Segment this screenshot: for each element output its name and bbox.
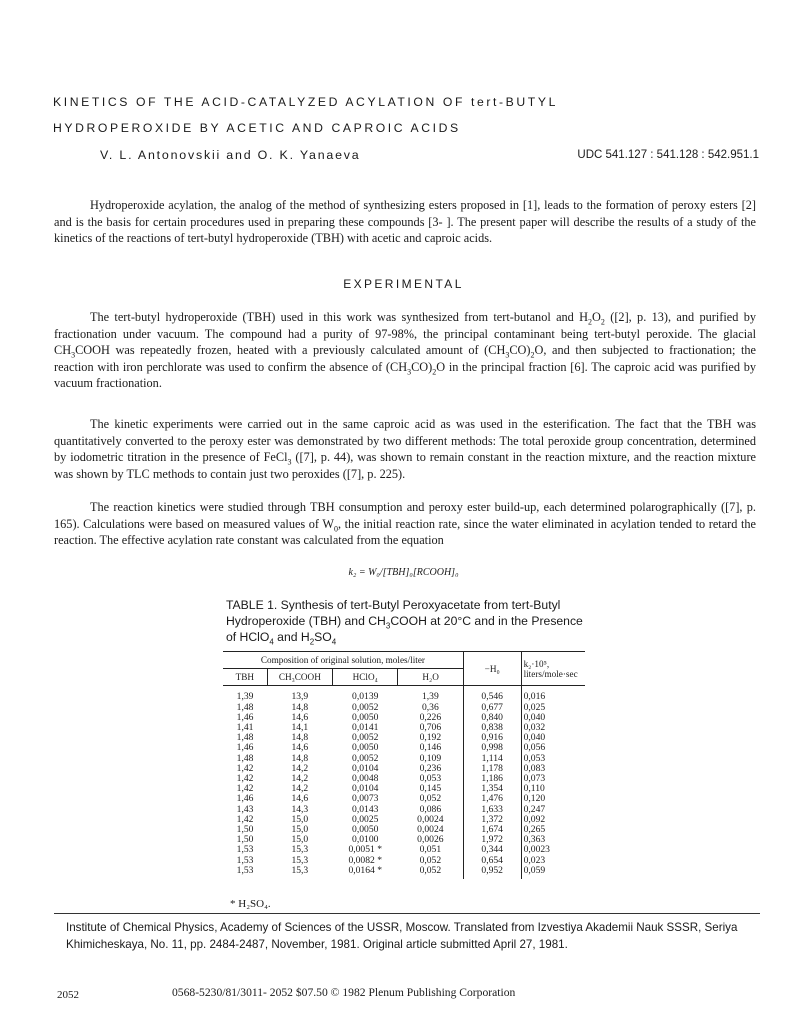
- table-cell: 0,952: [463, 866, 521, 879]
- table-cell: 1,476: [463, 794, 521, 804]
- column-header-h2o: H₂O: [398, 669, 463, 686]
- table-cell: 0,0082 *: [348, 854, 383, 866]
- table-cell: 14,2: [291, 773, 309, 785]
- table-cell: 1,46: [236, 711, 254, 723]
- table-cell: 15,0: [291, 813, 309, 825]
- table-cell: 1,39: [236, 691, 254, 703]
- table-cell: 0,145: [419, 783, 442, 795]
- udc-code: UDC 541.127 : 541.128 : 542.951.1: [577, 149, 759, 161]
- table-cell: 14,6: [291, 793, 309, 805]
- table-cell: 1,42: [236, 762, 254, 774]
- table-cell: 0,0048: [352, 773, 379, 785]
- table-cell: 0,0024: [417, 813, 444, 825]
- table-cell: 0,092: [521, 815, 585, 825]
- rate-constant-equation: k₂ = W₀/[TBH]₀[RCOOH]₀: [348, 567, 459, 578]
- table-cell: 15,3: [291, 854, 309, 866]
- table-cell: 0,040: [521, 733, 585, 743]
- table-cell: 0,0100: [352, 834, 379, 846]
- column-header-hclo4: HClO₄: [333, 669, 398, 686]
- table-cell: 0,654: [463, 856, 521, 866]
- table-cell: 0,052: [419, 864, 442, 876]
- table-cell: 1,48: [236, 701, 254, 713]
- table-cell: 0,0104: [352, 783, 379, 795]
- table-cell: 0,236: [419, 762, 442, 774]
- table-cell: 0,0026: [417, 834, 444, 846]
- publisher-line: 0568-5230/81/3011- 2052 $07.50 © 1982 Plenum Publishing Corporation: [172, 986, 516, 999]
- table-caption: TABLE 1. Synthesis of tert-Butyl Peroxyacetate from tert-Butyl Hydroperoxide (TBH) and $CH_3COOH$ at 20°C and in the Presence of HClO$_4$ and $H_2SO_4$: [226, 598, 583, 647]
- table-cell: 0,0051 *: [348, 844, 383, 856]
- table-cell: 1,48: [236, 752, 254, 764]
- table-cell: 0,0023: [521, 845, 585, 855]
- table-cell: 1,372: [463, 815, 521, 825]
- column-header-ch3cooh: CH₃COOH: [267, 669, 332, 686]
- table-cell: 0,051: [419, 844, 442, 856]
- table-cell: 14,2: [291, 783, 309, 795]
- table-cell: 0,840: [463, 713, 521, 723]
- table-cell: 0,344: [463, 845, 521, 855]
- table-group-header: Composition of original solution, moles/liter: [223, 652, 463, 669]
- column-header-k2: k₂·10⁵, liters/mole·sec: [521, 652, 585, 686]
- table-cell: 0,053: [419, 773, 442, 785]
- table-cell: 0,040: [521, 713, 585, 723]
- experimental-paragraph-1: The tert-butyl hydroperoxide (TBH) used in this work was synthesized from tert-butanol and $H_2O_2$ ([2], p. 13), and purified by fractionation under vacuum. The compound had a purity of 97-98%, the principal contaminant being tert-butyl peroxide. The glacial $CH_3COOH$ was repeatedly frozen, heated with a previously calculated amount of $(CH_3CO)_2O$, and then subjected to fractionation; the reaction with iron perchlorate was used to confirm the absence of $(CH_3CO)_2O$ in the principal fraction [6]. The caproic acid was purified by vacuum fractionation.: [54, 310, 756, 390]
- table-cell: 15,0: [291, 824, 309, 836]
- table-cell: 1,42: [236, 783, 254, 795]
- table-cell: 15,3: [291, 844, 309, 856]
- table-cell: 1,50: [236, 824, 254, 836]
- table-cell: 1,972: [463, 835, 521, 845]
- section-heading-experimental: EXPERIMENTAL: [343, 277, 464, 291]
- table-cell: 1,186: [463, 774, 521, 784]
- table-cell: 0,146: [419, 742, 442, 754]
- table-cell: 0,706: [419, 722, 442, 734]
- table-cell: 1,41: [236, 722, 254, 734]
- table-cell: 0,192: [419, 732, 442, 744]
- table-cell: 1,46: [236, 742, 254, 754]
- table-cell: 0,110: [521, 784, 585, 794]
- experimental-paragraph-2: The kinetic experiments were carried out in the same caproic acid as was used in the esterification. The fact that the TBH was quantitatively converted to the peroxy ester was demonstrated by two different methods: The total peroxide group concentration, determined by iodometric titration in the presence of FeCl$_3$ ([7], p. 44), was shown to remain constant in the reaction mixture, and the reaction mixture was shown by TLC methods to contain just two peroxides ([7], p. 225).: [54, 417, 757, 481]
- table-cell: 0,083: [521, 764, 585, 774]
- table-cell: 0,032: [521, 723, 585, 733]
- table-cell: 0,677: [463, 703, 521, 713]
- table-cell: 0,016: [521, 686, 585, 703]
- table-cell: 1,46: [236, 793, 254, 805]
- table-cell: 0,073: [521, 774, 585, 784]
- table-cell: 14,6: [291, 742, 309, 754]
- footer-divider: [54, 913, 760, 914]
- table-cell: 0,0104: [352, 762, 379, 774]
- table-cell: 1,50: [236, 834, 254, 846]
- table-cell: 15,3: [291, 864, 309, 876]
- table-row: [223, 686, 585, 703]
- table-cell: 1,53: [236, 854, 254, 866]
- table-cell: 0,059: [521, 866, 585, 879]
- table-cell: 1,354: [463, 784, 521, 794]
- table-cell: 0,0050: [352, 824, 379, 836]
- table-cell: 0,0143: [352, 803, 379, 815]
- experimental-paragraph-3: The reaction kinetics were studied through TBH consumption and peroxy ester build-up, each determined polarographically ([7], p. 165). Calculations were based on measured values of $W_0$, the initial reaction rate, since the water eliminated in acylation tended to retard the reaction. The effective acylation rate constant was calculated from the equation: [54, 500, 756, 547]
- table-cell: 0,086: [419, 803, 442, 815]
- table-cell: 1,633: [463, 805, 521, 815]
- table-cell: 14,3: [291, 803, 309, 815]
- table-cell: 0,363: [521, 835, 585, 845]
- intro-paragraph: Hydroperoxide acylation, the analog of the method of synthesizing esters proposed in [1], leads to the formation of peroxy esters [2] and is the basis for certain procedures used in preparing these compounds [3- ]. The present paper will describe the results of a study of the kinetics of the reactions of tert-butyl hydroperoxide (TBH) with acetic and caproic acids.: [54, 198, 756, 245]
- table-cell: 0,916: [463, 733, 521, 743]
- authors: V. L. Antonovskii and O. K. Yanaeva: [100, 148, 361, 162]
- table-cell: 0,0164 *: [348, 864, 383, 876]
- page-number: 2052: [57, 989, 79, 1001]
- table-cell: 0,0052: [352, 752, 379, 764]
- table-cell: 1,53: [236, 844, 254, 856]
- column-header-tbh: TBH: [235, 672, 254, 683]
- table-cell: 1,53: [236, 864, 254, 876]
- table-cell: 0,052: [419, 854, 442, 866]
- table-footnote: * H₂SO₄.: [230, 898, 271, 910]
- table-cell: 0,120: [521, 794, 585, 804]
- table-cell: 1,114: [463, 754, 521, 764]
- table-cell: 1,42: [236, 773, 254, 785]
- institution-note: Institute of Chemical Physics, Academy of Sciences of the USSR, Moscow. Translated from Izvestiya Akademii Nauk SSSR, Seriya Khimicheskaya, No. 11, pp. 2484-2487, November, 1981. Original article submitted April 27, 1981.: [66, 921, 738, 951]
- data-table: [223, 651, 585, 879]
- table-cell: 1,178: [463, 764, 521, 774]
- table-cell: 0,838: [463, 723, 521, 733]
- title-line-2: HYDROPEROXIDE BY ACETIC AND CAPROIC ACIDS: [53, 121, 461, 135]
- table-cell: 0,025: [521, 703, 585, 713]
- table-cell: 0,023: [521, 856, 585, 866]
- table-body: [223, 686, 585, 879]
- table-cell: 14,1: [291, 722, 309, 734]
- table-cell: 0,0052: [352, 732, 379, 744]
- table-cell: 0,056: [521, 743, 585, 753]
- table-cell: 0,226: [419, 711, 442, 723]
- table-cell: 0,546: [463, 686, 521, 703]
- table-cell: 0,0052: [352, 701, 379, 713]
- table-cell: 1,42: [236, 813, 254, 825]
- table-cell: 14,2: [291, 762, 309, 774]
- table-row: [223, 866, 585, 879]
- table-cell: 0,052: [419, 793, 442, 805]
- table-cell: 1,43: [236, 803, 254, 815]
- table-cell: 13,9: [291, 691, 309, 703]
- table-cell: 0,109: [419, 752, 442, 764]
- table-cell: 14,8: [291, 732, 309, 744]
- table-cell: 15,0: [291, 834, 309, 846]
- table-cell: 0,36: [421, 701, 439, 713]
- table-cell: 0,0025: [352, 813, 379, 825]
- table-cell: 0,0050: [352, 711, 379, 723]
- table-cell: 14,6: [291, 711, 309, 723]
- table-cell: 14,8: [291, 752, 309, 764]
- table-cell: 0,998: [463, 743, 521, 753]
- table-cell: 1,674: [463, 825, 521, 835]
- table-cell: 0,0141: [352, 722, 379, 734]
- table-cell: 14,8: [291, 701, 309, 713]
- table-cell: 0,0050: [352, 742, 379, 754]
- table-cell: 0,053: [521, 754, 585, 764]
- table-cell: 0,0073: [352, 793, 379, 805]
- table-cell: 0,247: [521, 805, 585, 815]
- column-header-h0: −H₀: [463, 652, 521, 686]
- table-cell: 0,265: [521, 825, 585, 835]
- table-cell: 0,0139: [352, 691, 379, 703]
- table-cell: 0,0024: [417, 824, 444, 836]
- title-line-1: KINETICS OF THE ACID-CATALYZED ACYLATION OF tert-BUTYL: [53, 95, 558, 109]
- table-cell: 1,39: [421, 691, 439, 703]
- table-cell: 1,48: [236, 732, 254, 744]
